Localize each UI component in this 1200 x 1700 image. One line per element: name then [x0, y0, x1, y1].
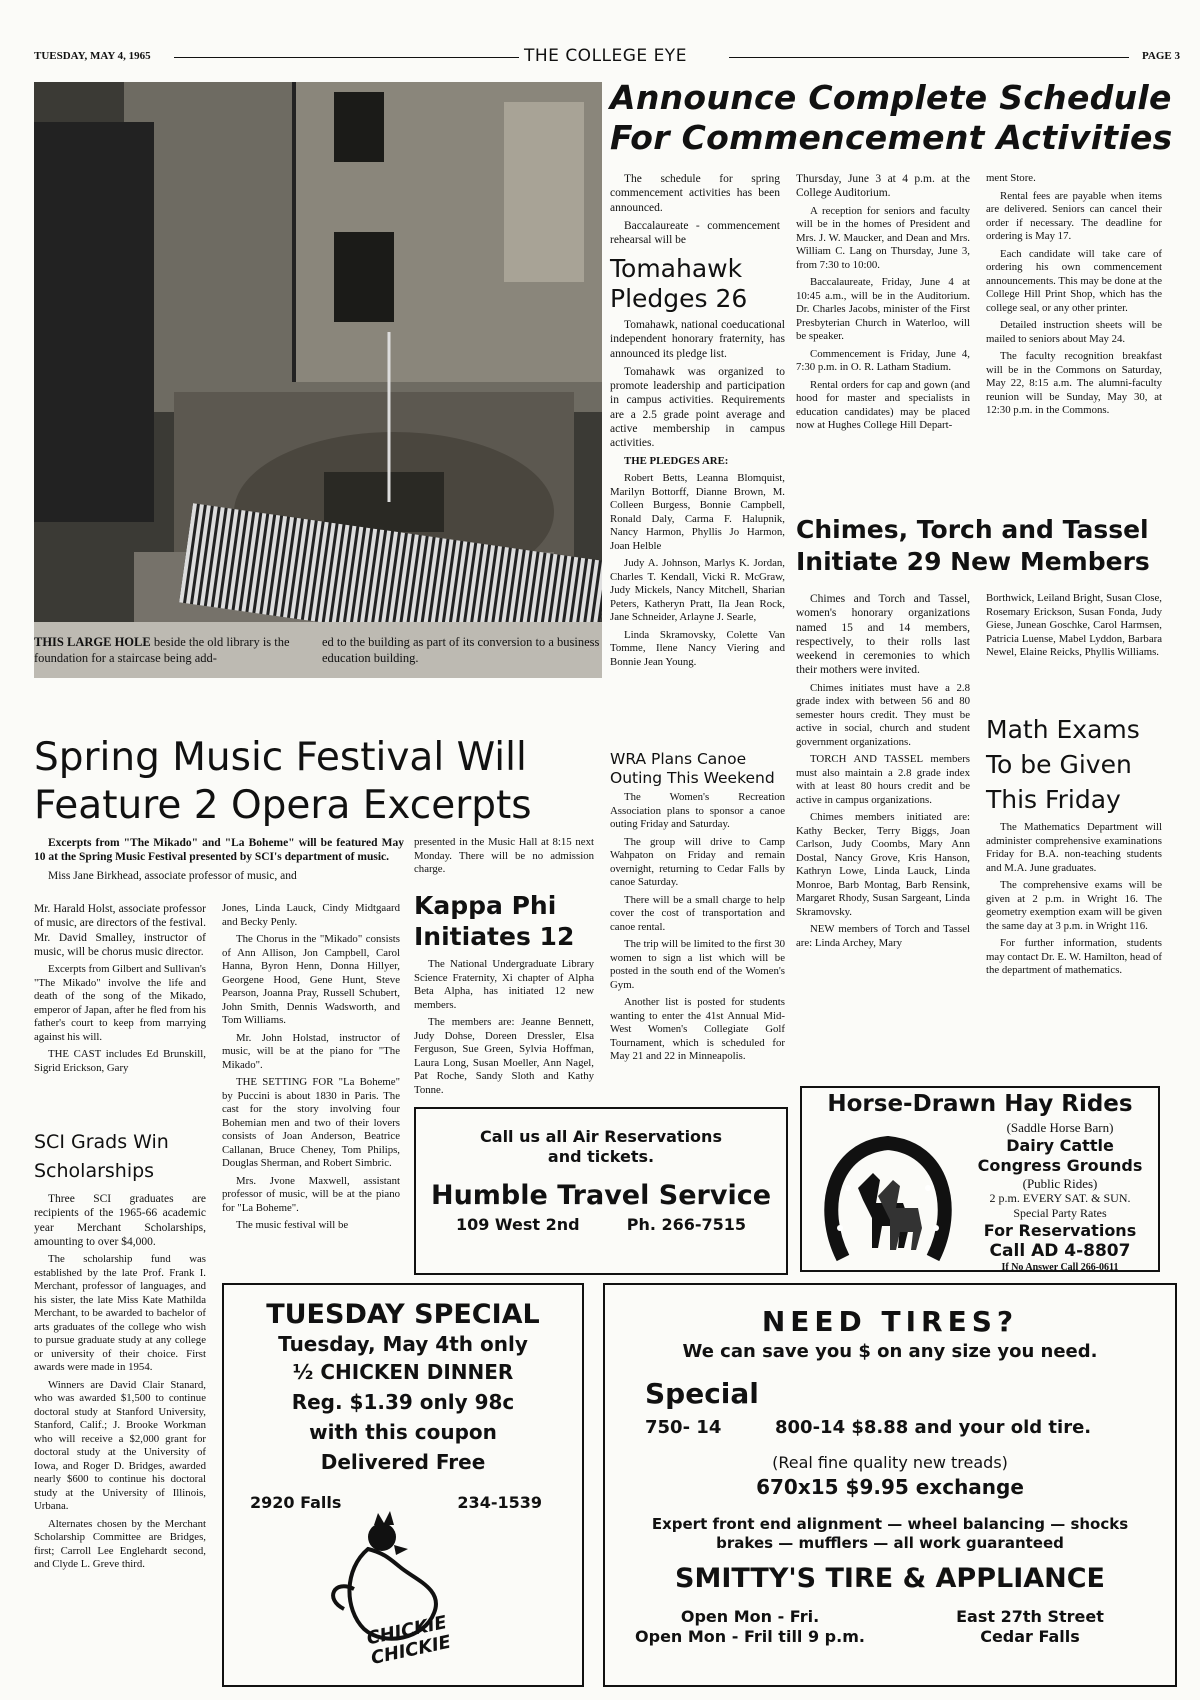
scholarship-paragraph: Alternates chosen by the Merchant Scholarship Committee are Bridges, first; Carroll Lee Englehardt second, and Clyde L. Greve third. [34, 1517, 206, 1571]
chicken-logo-text: CHICKIE CHICKIE [364, 1612, 453, 1669]
tires-ad-address2: Cedar Falls [980, 1627, 1080, 1646]
tires-ad-services-line1: Expert front end alignment — wheel balancing — shocks [651, 1515, 1129, 1533]
commencement-paragraph: Baccalaureate, Friday, June 4 at 10:45 a.m., will be in the Auditorium. Dr. Charles Jacobs, minister of the First Presbyterian Church in Waterloo, will be speaker. [796, 276, 970, 343]
tomahawk-pledges: Linda Skramovsky, Colette Van Tomme, Ilene Nancy Viering and Bonnie Jean Young. [610, 628, 785, 668]
tomahawk-paragraph: Tomahawk, national coeducational independent honorary fraternity, has announced its pledge list. [610, 319, 785, 360]
tires-ad-subtitle: We can save you $ on any size you need. [682, 1341, 1098, 1362]
tires-ad-treads: (Real fine quality new treads) [772, 1453, 1008, 1472]
kappa-headline [414, 890, 594, 952]
tomahawk-headline-line1: Tomahawk [610, 254, 743, 283]
wra-article [610, 750, 785, 1068]
kappa-headline-line2: Initiates 12 [414, 922, 575, 951]
masthead-rule-right [729, 57, 1129, 58]
commencement-paragraph: ment Store. [986, 172, 1036, 184]
music-paragraph: Mr. Harald Holst, associate professor of music, are directors of the festival. Mr. David Smalley, instructor of music, will be chorus music director. [34, 903, 206, 958]
hayride-ad [800, 1086, 1160, 1272]
hayride-ad-sub2: (Public Rides) [1022, 1176, 1098, 1191]
commencement-col2 [796, 172, 970, 437]
chimes-headline [796, 514, 1176, 578]
music-lead [34, 836, 404, 887]
kappa-article [414, 890, 594, 1101]
masthead [34, 48, 1180, 66]
chimes-paragraph: Chimes members initiated are: Kathy Becker, Terry Biggs, Joan Carlson, Judy Coombs, Mary Ann Dostal, Nancy Grove, Kris Hanson, Kathryn Lowe, Linda Lauck, Linda Monroe, Barb Montag, Barb Rensink, Margaret Rhody, Susan Sargeant, Linda Skramovsky. [796, 811, 970, 918]
math-headline [986, 712, 1162, 817]
chicken-ad-line4: with this coupon [309, 1420, 497, 1444]
chicken-ad-price: Reg. $1.39 only 98c [291, 1390, 515, 1414]
music-paragraph: Jones, Linda Lauck, Cindy Midtgaard and Becky Penly. [222, 902, 400, 928]
math-paragraph: For further information, students may contact Dr. E. W. Hamilton, head of the department of mathematics. [986, 937, 1163, 976]
kappa-headline-line1: Kappa Phi [414, 891, 557, 920]
chicken-ad [222, 1283, 584, 1687]
travel-ad-name: Humble Travel Service [430, 1180, 772, 1211]
tomahawk-pledges-label: THE PLEDGES ARE: [624, 454, 729, 467]
music-paragraph: Mr. John Holstad, instructor of music, will be at the piano for "The Mikado". [222, 1031, 400, 1071]
scholarship-paragraph: The scholarship fund was established by the late Prof. Frank I. Merchant, professor of languages, and his sister, the late Miss Kate Mathilda Merchant, to be awarded to bachelor of arts graduates of the college who wish to pursue graduate study at any college or university of their choice. First awards were made in 1954. [34, 1253, 206, 1374]
music-headline-line2: Feature 2 Opera Excerpts [34, 783, 532, 828]
hayride-ad-line1: Dairy Cattle [1006, 1136, 1114, 1155]
wra-paragraph: Another list is posted for students wanting to enter the 41st Annual Mid-West Women's Collegiate Golf Tournament, which is scheduled for May 21 and 22 in Minneapolis. [610, 996, 785, 1062]
chimes-paragraph: Borthwick, Leiland Bright, Susan Close, Rosemary Erickson, Susan Fonda, Judy Giese, Junean Goschke, Carol Harmsen, Patricia Luense, Mabel Lyddon, Barbara Newel, Elaine Reicks, Phyllis Williams. [986, 592, 1162, 658]
music-col2 [222, 902, 400, 1237]
hayride-ad-line4: Call AD 4-8807 [989, 1241, 1131, 1261]
tomahawk-headline [610, 254, 785, 314]
tires-ad-services-line2: brakes — mufflers — all work guaranteed [716, 1534, 1064, 1552]
tomahawk-paragraph: Tomahawk was organized to promote leadership and participation in campus activities. Requirements are a 2.5 grade point average and active membership in campus activities. [610, 365, 785, 450]
construction-photo [34, 82, 602, 678]
commencement-col3 [986, 172, 1162, 422]
chimes-col1 [796, 592, 970, 954]
scholarship-headline [34, 1128, 206, 1186]
tires-ad-name: SMITTY'S TIRE & APPLIANCE [675, 1563, 1105, 1594]
tires-ad-address1: East 27th Street [956, 1607, 1104, 1626]
wra-paragraph: There will be a small charge to help cover the cost of transportation and canoe rental. [610, 893, 785, 933]
photo-caption-lead: THIS LARGE HOLE [34, 635, 151, 649]
construction-photo-illustration [34, 82, 602, 678]
math-headline-line1: Math Exams [986, 715, 1140, 744]
chicken-ad-line5: Delivered Free [320, 1450, 486, 1474]
chimes-paragraph: NEW members of Torch and Tassel are: Linda Archey, Mary [796, 923, 970, 949]
commencement-paragraph: Thursday, June 3 at 4 p.m. at the College Auditorium. [796, 173, 970, 200]
music-paragraph: The Chorus in the "Mikado" consists of Ann Allison, Jon Campbell, Carol Hanna, Byron Henn, Donna Hillyer, Georgene Hood, Gene Hunt, Steve Pearson, Joanna Pray, Russell Schubert, John Smith, Dennis Wadsworth, and Tom Williams. [222, 933, 400, 1026]
tomahawk-article [610, 254, 785, 673]
tires-ad-exchange: 670x15 $9.95 exchange [756, 1475, 1024, 1499]
scholarship-headline-line2: Scholarships [34, 1160, 155, 1182]
music-paragraph: The music festival will be [236, 1219, 349, 1231]
scholarship-headline-line1: SCI Grads Win [34, 1131, 169, 1153]
chicken-ad-line2: CHICKEN DINNER [320, 1360, 514, 1384]
music-headline-line1: Spring Music Festival Will [34, 735, 527, 780]
chicken-ad-address: 2920 Falls [250, 1493, 342, 1512]
travel-ad-address: 109 West 2nd [455, 1215, 580, 1234]
wra-headline-line2: Outing This Weekend [610, 769, 775, 787]
masthead-date: TUESDAY, MAY 4, 1965 [34, 50, 151, 62]
music-paragraph: Miss Jane Birkhead, associate professor of music, and [48, 869, 297, 882]
commencement-paragraph: Detailed instruction sheets will be mailed to seniors about May 24. [986, 319, 1162, 345]
chicken-ad-title: TUESDAY SPECIAL [266, 1299, 540, 1330]
music-paragraph: presented in the Music Hall at 8:15 next Monday. There will be no admission charge. [414, 836, 594, 875]
travel-ad [414, 1107, 788, 1275]
kappa-paragraph: The National Undergraduate Library Science Fraternity, Xi chapter of Alpha Beta Alpha, has initiated 12 new members. [414, 958, 594, 1011]
math-headline-line3: This Friday [986, 785, 1121, 814]
scholarship-article [34, 1128, 206, 1576]
commencement-paragraph: Baccalaureate - commencement rehearsal will be [610, 219, 780, 247]
chicken-ad-fraction: ½ [292, 1360, 314, 1384]
wra-paragraph: The Women's Recreation Association plans to sponsor a canoe outing Friday and Saturday. [610, 791, 785, 830]
commencement-headline [610, 78, 1180, 158]
commencement-headline-line2: For Commencement Activities [610, 118, 1173, 157]
chimes-headline-line1: Chimes, Torch and Tassel [796, 515, 1149, 544]
hayride-ad-line2: Congress Grounds [977, 1156, 1143, 1175]
wra-headline-line1: WRA Plans Canoe [610, 750, 747, 768]
chimes-paragraph: Chimes and Torch and Tassel, women's honorary organizations named 15 and 14 members, respectively, to their rolls last weekend in ceremonies to which their mothers were invited. [796, 593, 970, 677]
scholarship-paragraph: Winners are David Clair Stanard, who was awarded $1,500 to continue doctoral study at Stanford University, Stanford, Calif.; J. Brooke Workman who will receive a $2,000 grant for doctoral study at the University of Iowa, and Roger D. Bridges, awarded nearly $600 to continue his doctoral study at the University of Illinois, Urbana. [34, 1378, 206, 1513]
math-paragraph: The Mathematics Department will administer comprehensive examinations Friday for B.A. non-teaching students and M.A. June graduates. [986, 821, 1162, 874]
tires-ad-hours2: Open Mon - Fril till 9 p.m. [635, 1627, 865, 1646]
wra-headline [610, 750, 785, 788]
commencement-paragraph: Commencement is Friday, June 4, 7:30 p.m. in O. R. Latham Stadium. [796, 347, 970, 374]
music-paragraph: Mrs. Jvone Maxwell, assistant professor of music, will be at the piano for "La Boheme". [222, 1174, 400, 1214]
commencement-col1 [610, 172, 780, 251]
tires-ad [603, 1283, 1177, 1687]
wra-paragraph: The group will drive to Camp Wahpaton on Friday and remain overnight, returning to Cedar Falls by canoe Saturday. [610, 835, 785, 888]
tires-ad-services [605, 1515, 1175, 1553]
commencement-paragraph: Each candidate will take care of ordering his own commencement announcements. This may be done at the College Hill Print Shop, which has the college seal, or any other printer. [986, 247, 1162, 314]
wra-paragraph: The trip will be limited to the first 30 women to sign a list which will be posted in the south end of the Women's Gym. [610, 938, 785, 991]
hayride-ad-sub3: 2 p.m. EVERY SAT. & SUN. [989, 1191, 1131, 1205]
music-paragraph: Excerpts from Gilbert and Sullivan's "The Mikado" involve the life and death of the song of the Mikado, emperor of Japan, after he fled from his father's court to keep from marrying against his will. [34, 963, 206, 1043]
math-article [986, 712, 1162, 982]
tires-ad-hours1: Open Mon - Fri. [680, 1607, 820, 1626]
kappa-paragraph: The members are: Jeanne Bennett, Judy Dohse, Doreen Dressler, Elsa Ferguson, Sue Green, Sylvia Hoffman, Laura Long, Susan Moeller, Ann Nagel, Pat Roche, Sandy Sloth and Kathy Tonne. [414, 1016, 594, 1096]
masthead-title: THE COLLEGE EYE [524, 46, 687, 66]
tomahawk-pledges: Judy A. Johnson, Marlys K. Jordan, Charles T. Kendall, Vicki R. McGraw, Judy Mickels, Nancy Mitchell, Sharian Peters, Katheryn Pratt, Ila Jean Rock, Jane Schneider, Arlayne J. Searle, [610, 557, 785, 624]
commencement-paragraph: Rental fees are payable when items are delivered. Seniors can cancel their order if necessary. The deadline for ordering is May 17. [986, 189, 1162, 242]
chicken-logo [304, 1509, 494, 1679]
commencement-paragraph: The schedule for spring commencement activities has been announced. [610, 173, 780, 214]
scholarship-paragraph: Three SCI graduates are recipients of the 1965-66 academic year Merchant Scholarships, amounting to over $4,000. [34, 1193, 206, 1248]
commencement-paragraph: Rental orders for cap and gown (and hood for master and specialists in education candidates) may be placed now at Hughes College Hill Depart- [796, 378, 970, 432]
hayride-ad-line3: For Reservations [983, 1221, 1137, 1240]
music-paragraph: THE CAST includes Ed Brunskill, Sigrid Erickson, Gary [34, 1048, 206, 1074]
travel-ad-contact [416, 1215, 786, 1235]
music-paragraph: THE SETTING FOR "La Boheme" by Puccini is about 1830 in Paris. The cast for the story involving four Bohemian men and two of their lovers consists of Joan Anderson, Beatrice Callanan, Bruce Cheney, Tom Philips, Douglas Sherman, and Robert Simbric. [222, 1076, 400, 1169]
travel-ad-line2: and tickets. [547, 1147, 655, 1166]
tires-ad-hours [625, 1607, 875, 1647]
horse-icon [818, 1128, 958, 1264]
photo-caption-continued: ed to the building as part of its conversion to a business education building. [322, 635, 600, 665]
tires-ad-address [905, 1607, 1155, 1647]
hayride-ad-sub5: If No Answer Call 266-0611 [1001, 1262, 1119, 1273]
math-paragraph: The comprehensive exams will be given at 2 p.m. in Wright 16. The geometry exemption exam will be given the same day at 3 p.m. in Wright 116. [986, 879, 1162, 932]
music-col1 [34, 902, 206, 1079]
travel-ad-line1: Call us all Air Reservations [480, 1127, 722, 1146]
commencement-paragraph: The faculty recognition breakfast will be in the Commons on Saturday, May 22, 8:15 a.m. The alumni-faculty reunion will be Sunday, May 30, at 12:30 p.m. in the Commons. [986, 350, 1162, 416]
commencement-headline-line1: Announce Complete Schedule [610, 78, 1172, 117]
tires-ad-special: Special [645, 1377, 759, 1410]
photo-caption-part1: beside the old library is the foundation for a staircase being add- [34, 635, 290, 665]
horse-horseshoe-logo [818, 1128, 958, 1264]
masthead-rule-left [174, 57, 519, 58]
chimes-headline-line2: Initiate 29 New Members [796, 547, 1150, 576]
chimes-col2 [986, 592, 1162, 664]
chimes-paragraph: TORCH AND TASSEL members must also maintain a 2.8 grade index with at least 80 hours credit and be active in campus organizations. [796, 753, 970, 806]
chicken-ad-phone: 234-1539 [457, 1493, 542, 1512]
chicken-ad-line1: Tuesday, May 4th only [278, 1332, 528, 1356]
music-col3 [414, 836, 594, 881]
photo-caption [34, 634, 304, 666]
tires-ad-title: NEED TIRES? [761, 1305, 1019, 1338]
tomahawk-headline-line2: Pledges 26 [610, 284, 748, 313]
chimes-paragraph: Chimes initiates must have a 2.8 grade index with between 56 and 80 semester hours credit. They must be active in social, church and student government organizations. [796, 681, 970, 748]
hayride-ad-title: Horse-Drawn Hay Rides [827, 1091, 1133, 1117]
music-lead-paragraph: Excerpts from "The Mikado" and "La Boheme" will be featured May 10 at the Spring Music Festival presented by SCI's department of music. [34, 837, 404, 864]
hayride-ad-details [962, 1120, 1158, 1274]
music-headline [34, 734, 604, 830]
tires-ad-size1: 750- 14 [645, 1417, 722, 1438]
hayride-ad-sub1: (Saddle Horse Barn) [1006, 1120, 1114, 1135]
hayride-ad-sub4: Special Party Rates [1013, 1206, 1107, 1220]
commencement-paragraph: A reception for seniors and faculty will be in the homes of President and Mrs. J. W. Maucker, and Dean and Mrs. William C. Lang on Thursday, June 3, from 7:30 to 10:00. [796, 204, 970, 271]
tires-ad-size2: 800-14 $8.88 and your old tire. [775, 1417, 1092, 1438]
chicken-ad-dinner [224, 1357, 582, 1387]
travel-ad-phone: Ph. 266-7515 [626, 1215, 747, 1234]
tomahawk-pledges: Robert Betts, Leanna Blomquist, Marilyn Bottorff, Dianne Brown, M. Colleen Burgess, Bonnie Campbell, Ronald Daly, Carma F. Halupnik, Nancy Harmon, Phyllis Jo Harmon, Joan Helble [610, 472, 785, 552]
masthead-page: PAGE 3 [1142, 50, 1180, 62]
math-headline-line2: To be Given [986, 750, 1132, 779]
